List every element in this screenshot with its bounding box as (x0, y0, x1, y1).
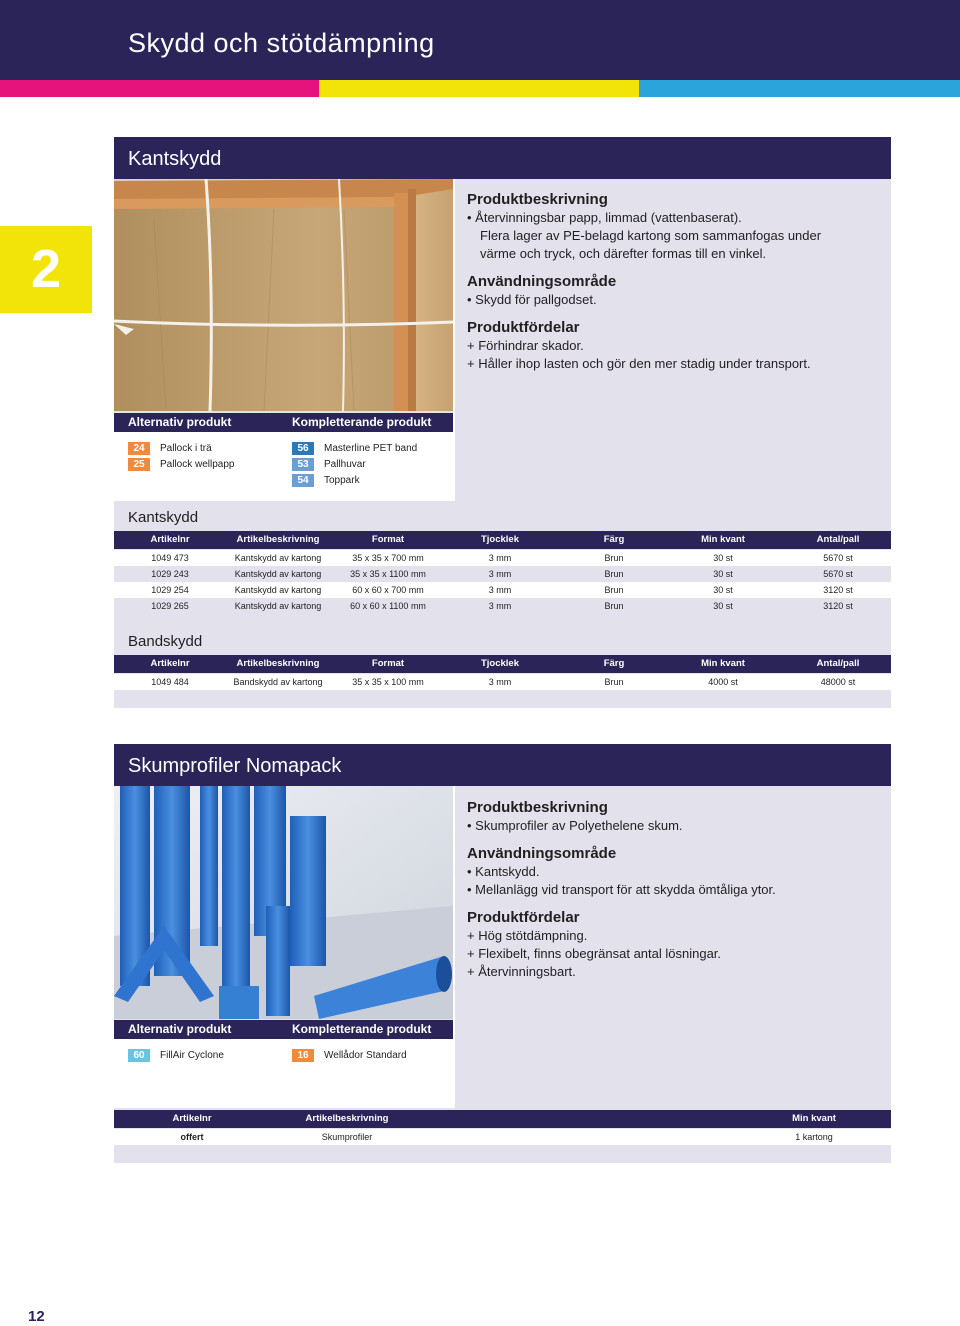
col-antal-pall: Antal/pall (816, 534, 860, 545)
complementary-product[interactable] (292, 1049, 407, 1062)
table-header (114, 531, 891, 549)
benefits-heading: Produktfördelar (467, 319, 580, 336)
page-title: Skydd och stötdämpning (128, 28, 435, 58)
section-header (114, 744, 891, 786)
cell: Bandskydd av kartong (233, 677, 323, 687)
cell: 30 st (713, 569, 733, 579)
alternative-product[interactable] (128, 442, 212, 455)
page-ref-tag: 25 (128, 458, 150, 471)
edge-protector-image (114, 179, 453, 411)
product-description (467, 191, 877, 373)
stripe-yellow (319, 80, 639, 97)
cell: 3120 st (823, 601, 853, 611)
col-min-kvant: Min kvant (792, 1113, 836, 1124)
section-kantskydd (114, 137, 891, 708)
alternative-label: Alternativ produkt (128, 415, 232, 429)
stripe-pink (0, 80, 319, 97)
product-description (467, 799, 877, 981)
alternative-product[interactable] (128, 1049, 224, 1062)
benefit-text: + Håller ihop lasten och gör den mer stadig under transport. (467, 356, 811, 371)
cell: 4000 st (708, 677, 738, 687)
cell: 35 x 35 x 100 mm (352, 677, 424, 687)
table-row (114, 1129, 891, 1145)
col-artikelbeskrivning: Artikelbeskrivning (236, 658, 320, 669)
complementary-product[interactable] (292, 474, 360, 487)
page-ref-tag: 56 (292, 442, 314, 455)
cell: Skumprofiler (321, 1132, 373, 1142)
table-row (114, 674, 891, 690)
col-artikelnr: Artikelnr (150, 534, 190, 545)
table-header (114, 655, 891, 673)
alternative-product-name: Pallock i trä (160, 443, 212, 454)
cell: 3 mm (488, 553, 512, 563)
description-text: • Skumprofiler av Polyethelene skum. (467, 818, 683, 833)
description-heading: Produktbeskrivning (467, 799, 608, 816)
cell: 3 mm (488, 569, 512, 579)
cell: 3120 st (823, 585, 853, 595)
col-tjocklek: Tjocklek (480, 658, 520, 669)
complementary-label: Kompletterande produkt (292, 415, 432, 429)
benefits-heading: Produktfördelar (467, 909, 580, 926)
complementary-product[interactable] (292, 442, 417, 455)
cell: 1049 484 (151, 677, 189, 687)
cell: Brun (604, 585, 624, 595)
cell: Kantskydd av kartong (234, 601, 322, 611)
benefit-text: + Flexibelt, finns obegränsat antal lösningar. (467, 946, 722, 961)
col-farg: Färg (603, 534, 625, 545)
cell: 48000 st (820, 677, 856, 687)
table-row (114, 550, 891, 566)
col-artikelbeskrivning: Artikelbeskrivning (305, 1113, 389, 1124)
benefit-text: + Förhindrar skador. (467, 338, 584, 353)
chapter-tab (0, 226, 92, 313)
table-row (114, 582, 891, 598)
section-header (114, 137, 891, 179)
cell: 3 mm (488, 601, 512, 611)
benefit-text: + Återvinningsbart. (467, 964, 576, 979)
col-min-kvant: Min kvant (701, 658, 745, 669)
column-divider (453, 786, 455, 1108)
cell: 30 st (713, 585, 733, 595)
page-ref-tag: 53 (292, 458, 314, 471)
col-tjocklek: Tjocklek (480, 534, 520, 545)
description-text: värme och tryck, och därefter formas till en vinkel. (480, 246, 767, 261)
col-artikelbeskrivning: Artikelbeskrivning (236, 534, 320, 545)
table-title: Kantskydd (128, 509, 199, 526)
col-artikelnr: Artikelnr (172, 1113, 212, 1124)
cell: 1 kartong (795, 1132, 833, 1142)
cell: Kantskydd av kartong (234, 553, 322, 563)
cell: 60 x 60 x 700 mm (352, 585, 424, 595)
complementary-product-name: Toppark (324, 475, 360, 486)
complementary-product-name: Masterline PET band (324, 443, 418, 454)
page-header (0, 0, 960, 80)
page-number: 12 (28, 1308, 45, 1325)
benefit-text: + Hög stötdämpning. (467, 928, 588, 943)
stripe-blue (639, 80, 960, 97)
alternative-product-name: FillAir Cyclone (160, 1050, 224, 1061)
alternative-product[interactable] (128, 458, 235, 471)
cell: Brun (604, 553, 624, 563)
alternative-label: Alternativ produkt (128, 1022, 232, 1036)
section-title: Kantskydd (128, 148, 222, 170)
table-title: Bandskydd (128, 633, 203, 650)
cell: Kantskydd av kartong (234, 569, 322, 579)
cell: Brun (604, 601, 624, 611)
usage-heading: Användningsområde (467, 273, 617, 290)
table-row (114, 598, 891, 614)
page-ref-tag: 16 (292, 1049, 314, 1062)
section-skumprofiler (114, 744, 891, 1163)
cell: 5670 st (823, 569, 853, 579)
col-antal-pall: Antal/pall (816, 658, 860, 669)
complementary-product[interactable] (292, 458, 366, 471)
cell: 3 mm (488, 677, 512, 687)
complementary-product-name: Wellådor Standard (324, 1050, 407, 1061)
cell: Brun (604, 569, 624, 579)
col-artikelnr: Artikelnr (150, 658, 190, 669)
cell: 1029 243 (151, 569, 189, 579)
cell: offert (180, 1132, 204, 1142)
related-products-header (114, 413, 453, 432)
column-divider (453, 179, 455, 501)
table-row (114, 566, 891, 582)
col-format: Format (371, 534, 405, 545)
page-ref-tag: 24 (128, 442, 150, 455)
description-text: Flera lager av PE-belagd kartong som sammanfogas under (480, 228, 822, 243)
description-text: • Återvinningsbar papp, limmad (vattenbaserat). (467, 210, 742, 225)
chapter-number: 2 (30, 239, 62, 299)
col-farg: Färg (603, 658, 625, 669)
cell: 5670 st (823, 553, 853, 563)
cell: 3 mm (488, 585, 512, 595)
cell: Kantskydd av kartong (234, 585, 322, 595)
cell: 35 x 35 x 700 mm (352, 553, 424, 563)
complementary-label: Kompletterande produkt (292, 1022, 432, 1036)
cell: 1029 254 (151, 585, 189, 595)
foam-profiles-image (114, 786, 453, 1019)
page-ref-tag: 60 (128, 1049, 150, 1062)
cell: 30 st (713, 601, 733, 611)
cell: Brun (604, 677, 624, 687)
table-header (114, 1110, 891, 1128)
complementary-product-name: Pallhuvar (324, 459, 366, 470)
cell: 60 x 60 x 1100 mm (350, 601, 426, 611)
product-photo-kantskydd (114, 179, 453, 411)
related-products-header (114, 1020, 453, 1039)
cell: 1029 265 (151, 601, 189, 611)
usage-text: • Mellanlägg vid transport för att skydda ömtåliga ytor. (467, 882, 776, 897)
related-products (114, 413, 453, 501)
cell: 30 st (713, 553, 733, 563)
cell: 1049 473 (151, 553, 189, 563)
cell: 35 x 35 x 1100 mm (350, 569, 426, 579)
product-photo-skumprofiler (114, 786, 453, 1019)
usage-text: • Kantskydd. (467, 864, 540, 879)
alternative-product-name: Pallock wellpapp (160, 459, 235, 470)
usage-text: • Skydd för pallgodset. (467, 292, 597, 307)
related-products (114, 1020, 453, 1108)
col-format: Format (371, 658, 405, 669)
section-title: Skumprofiler Nomapack (128, 755, 342, 777)
usage-heading: Användningsområde (467, 845, 617, 862)
col-min-kvant: Min kvant (701, 534, 745, 545)
page-ref-tag: 54 (292, 474, 314, 487)
description-heading: Produktbeskrivning (467, 191, 608, 208)
